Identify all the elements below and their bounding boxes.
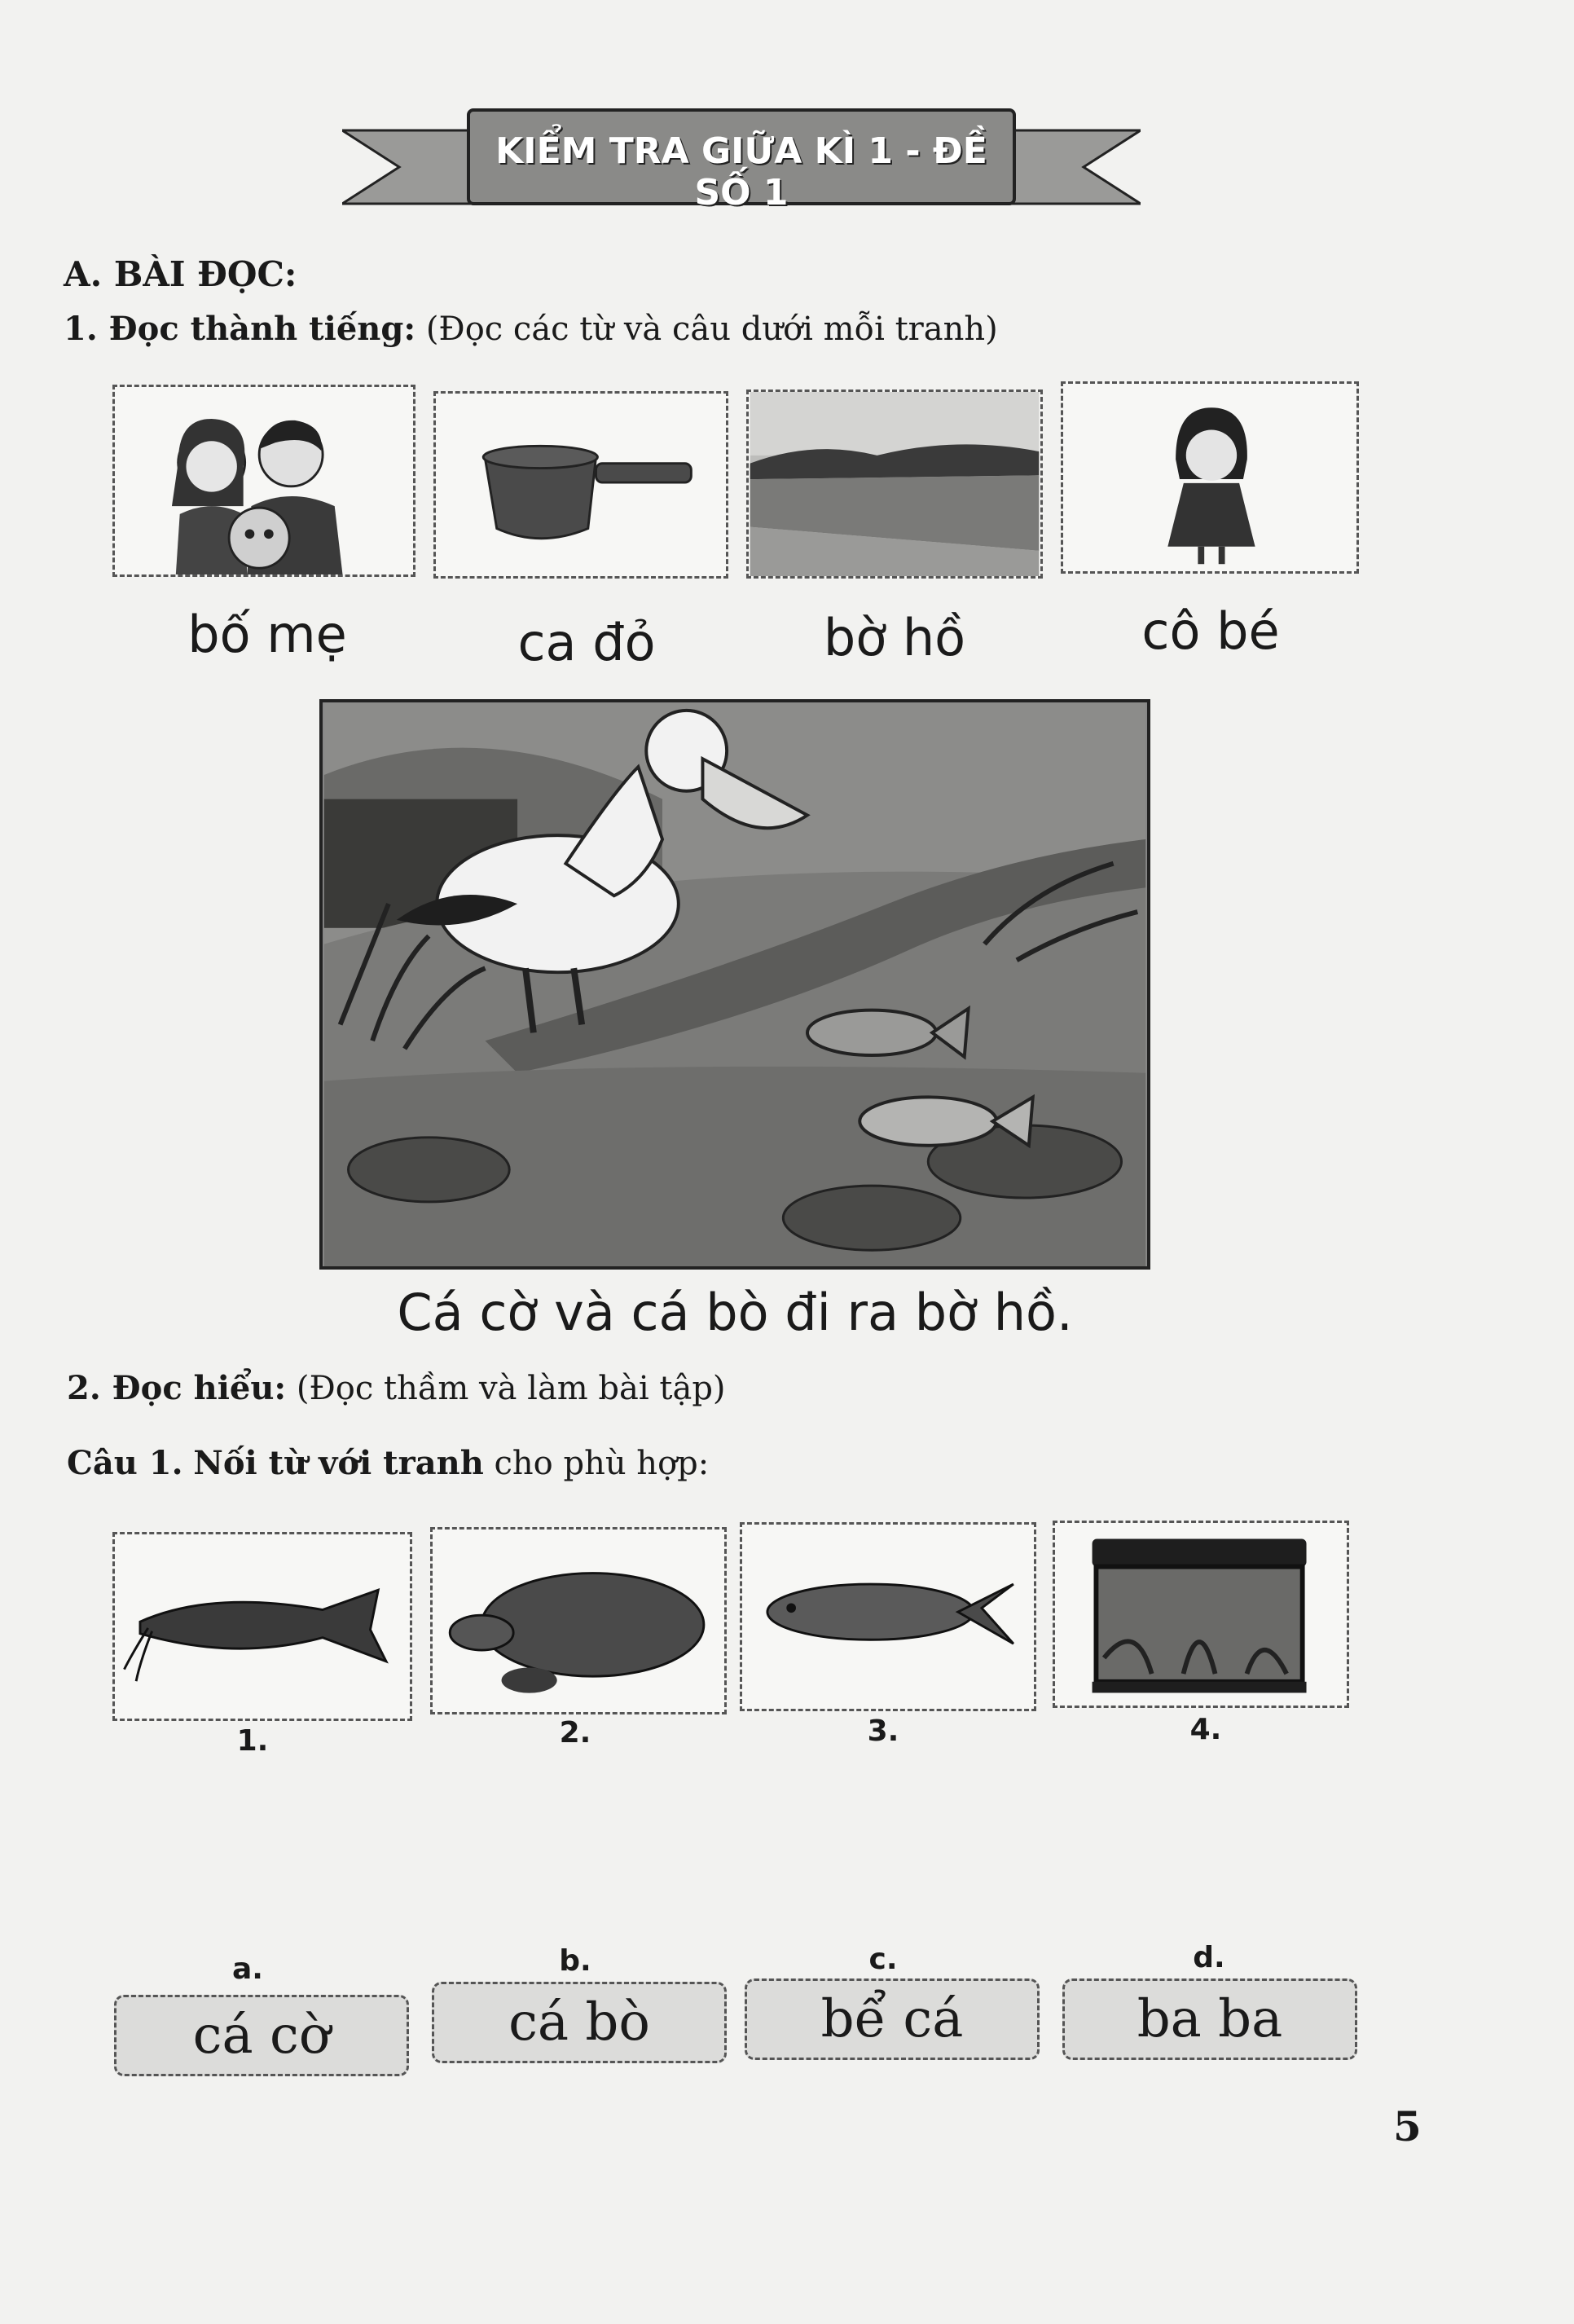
softshell-turtle-icon (433, 1530, 724, 1712)
question1-rest: cho phù hợp: (494, 1445, 710, 1482)
reading-word-4: cô bé (1141, 601, 1280, 661)
lake-shore-icon (749, 392, 1040, 576)
question1-bold-part: Nối từ với tranh (193, 1444, 484, 1482)
little-girl-icon (1063, 384, 1356, 571)
section-a-heading: A. BÀI ĐỌC: (64, 254, 297, 294)
catfish-icon (115, 1534, 410, 1719)
page-title: KIỂM TRA GIỮA KÌ 1 - ĐỀ SỐ 1 (495, 130, 987, 213)
picture-catfish (112, 1532, 412, 1721)
part1-line (64, 310, 998, 348)
picture-number-1: 1. (236, 1724, 269, 1758)
picture-ladle (433, 391, 728, 579)
picture-parents (112, 385, 415, 577)
scene-caption: Cá cờ và cá bò đi ra bờ hồ. (397, 1283, 1073, 1342)
part1-instruction: (Đọc các từ và câu dưới mỗi tranh) (425, 310, 998, 348)
part2-line (67, 1369, 726, 1407)
scene-illustration (319, 699, 1150, 1270)
picture-number-2: 2. (559, 1716, 591, 1750)
ladle-icon (436, 394, 726, 576)
answer-word-c[interactable] (745, 1978, 1040, 2060)
part2-instruction: (Đọc thầm và làm bài tập) (296, 1370, 726, 1407)
part1-label: 1. Đọc thành tiếng: (64, 310, 416, 348)
answer-letter-c: c. (868, 1943, 898, 1976)
picture-fish (740, 1522, 1036, 1711)
answer-word-a[interactable] (114, 1995, 409, 2076)
picture-aquarium (1053, 1521, 1349, 1708)
picture-number-4: 4. (1189, 1713, 1222, 1746)
answer-word-b-text: cá bò (508, 1992, 650, 2053)
reading-word-3: bờ hồ (823, 608, 966, 667)
reading-word-1: bố mẹ (187, 605, 347, 664)
answer-word-c-text: bể cá (820, 1989, 964, 2049)
picture-lake-shore (746, 390, 1043, 579)
aquarium-icon (1055, 1523, 1347, 1706)
question1-line (67, 1444, 709, 1482)
fish-icon (742, 1525, 1034, 1709)
page-number: 5 (1393, 2102, 1422, 2150)
pelican-fish-scene-icon (323, 702, 1147, 1266)
answer-word-d[interactable] (1062, 1978, 1357, 2060)
reading-word-2: ca đỏ (517, 613, 656, 672)
answer-letter-a: a. (232, 1952, 263, 1986)
parents-icon (115, 387, 413, 574)
picture-little-girl (1061, 381, 1359, 574)
answer-word-a-text: cá cờ (192, 2005, 331, 2066)
answer-letter-d: d. (1193, 1941, 1225, 1974)
question1-label: Câu 1. (67, 1444, 183, 1482)
answer-letter-b: b. (559, 1944, 591, 1978)
part2-label: 2. Đọc hiểu: (67, 1369, 287, 1407)
picture-softshell-turtle (430, 1527, 727, 1714)
answer-word-b[interactable] (432, 1982, 727, 2063)
picture-number-3: 3. (867, 1714, 899, 1748)
answer-word-d-text: ba ba (1137, 1989, 1283, 2049)
